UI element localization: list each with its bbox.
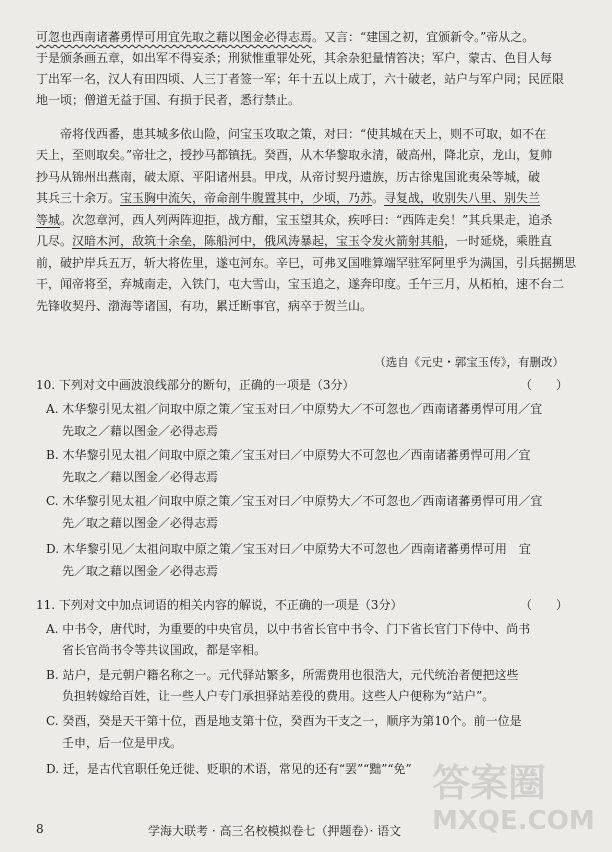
passage-line: 抄马从锦州出燕南，破太原、平阳诸州县。甲戌，从帝讨契丹遗族，历古徐鬼国讹夷朵等城，破 <box>36 170 541 184</box>
answer-paren[interactable]: （ ） <box>519 598 568 612</box>
option-c-cont: 壬申，后一位是甲戌。 <box>62 736 183 750</box>
question-stem: 11. 下列对文中加点词语的相关内容的解说，不正确的一项是（3分） （ ） <box>36 598 568 612</box>
passage-line: 地一顷；僧道无益于国、有损于民者，悉行禁止。 <box>36 93 301 107</box>
passage-line: 先锋收契丹、渤海等诸国，有功，累迁断事官，病卒于贺兰山。 <box>36 299 373 313</box>
underlined-sentence: 宝玉胸中流矢，帝命剖牛腹置其中，少顷，乃苏 <box>120 191 373 205</box>
option-d[interactable]: D. 木华黎引见／太祖问取中原之策／宝玉对曰／中原势大不可忽也／西南诸蕃勇悍可用 宜 <box>46 542 531 556</box>
option-a[interactable]: A. 中书令，唐代时，为重要的中央官员，以中书省长官中书令、门下省长官门下侍中、尚书 <box>46 622 531 636</box>
passage-line: 其兵三十余万。宝玉胸中流矢，帝命剖牛腹置其中，少顷，乃苏。寻复战，收别失八里、别失兰 <box>36 191 541 205</box>
passage-line: 前，破护岸兵五万，斩大将佐里，遂屯河东。辛巳，可弗叉国唯算端罕驻军阿里乎为满国，引兵据搠思 <box>36 256 577 270</box>
option-b[interactable]: B. 站户，是元朝户籍名称之一。元代驿站繁多，所需费用也很浩大，元代统治者便把这些 <box>46 668 519 682</box>
passage-line: 于是颁条画五章，如出军不得妄杀；刑狱惟重罪处死，其余杂犯量情笞决；军户，蒙古、色目人每 <box>36 51 553 65</box>
passage-line: 可忽也西南诸蕃勇悍可用宜先取之藉以图金必得志焉。又言：“建国之初，宜颁新令。”帝从之。 <box>36 30 535 44</box>
footer-title: 学海大联考 · 高三名校模拟卷七（押题卷）· 语文 <box>148 824 402 838</box>
option-c[interactable]: C. 癸酉，癸是天干第十位，酉是地支第十位，癸酉为干支之一，顺序为第10个。前一位是 <box>46 714 522 728</box>
option-a-cont: 省长官尚书令等共议国政，都是宰相。 <box>62 643 267 657</box>
option-c-cont: 先／取之藉以图金／必得志焉 <box>62 516 219 530</box>
option-b-cont: 负担转嫁给百姓，让一些人户专门承担驿站差役的费用。这些人户便称为“站户”。 <box>62 689 495 703</box>
footer <box>0 820 612 842</box>
watermark-logo: 答案圈 MXQE.COM <box>432 761 595 836</box>
option-c[interactable]: C. 木华黎引见太祖／问取中原之策／宝玉对曰／中原势大／不可忽也／西南诸蕃勇悍可用／宜 <box>46 494 543 508</box>
passage-line: 天上，至则取矣。”帝壮之，授抄马都镇抚。癸酉，从木华黎取永清，破高州，降北京，龙山，复帅 <box>36 148 553 162</box>
answer-paren[interactable]: （ ） <box>519 378 568 392</box>
option-d[interactable]: D. 迁，是古代官职任免迁徙、贬职的术语，常见的还有“罢”“黜”“免” <box>46 762 412 776</box>
underlined-sentence: 等城 <box>36 213 61 227</box>
question-10 <box>36 378 586 578</box>
underlined-sentence: 寻复战，收别失八里、别失兰 <box>384 191 541 205</box>
passage-line: 几尽。汉暗木河，敌筑十余垒，陈船河中，俄风涛暴起，宝玉令发火箭射其船，一时延烧，乘胜直 <box>36 234 553 248</box>
passage-line: 帝将伐西番，患其城多依山险，问宝玉攻取之策，对曰：“使其城在天上，则不可取，如不在 <box>60 127 547 141</box>
option-a[interactable]: A. 木华黎引见太祖／问取中原之策／宝玉对曰／中原势大／不可忽也／西南诸蕃勇悍可用／宜 <box>46 402 543 416</box>
passage-line: 丁出军一名，汉人有田四顷、人三丁者签一军；年十五以上成丁，六十破老，站户与军户同；民匠限 <box>36 72 565 86</box>
option-b[interactable]: B. 木华黎引见太祖／问取中原之策／宝玉对曰／中原势大不可忽也／西南诸蕃勇悍可用／宜 <box>46 448 531 462</box>
option-b-cont: 先取之／藉以图金／必得志焉 <box>62 470 219 484</box>
passage-line: 干，闻帝将至，弃城南走，入铁门，屯大雪山，宝玉追之，遂奔印度。壬午三月，从柘柏，速不台二 <box>36 277 565 291</box>
option-a-cont: 先取之／藉以图金／必得志焉 <box>62 424 219 438</box>
page-number: 8 <box>36 822 44 836</box>
question-stem: 10. 下列对文中画波浪线部分的断句，正确的一项是（3分） （ ） <box>36 378 568 392</box>
option-d-cont: 先／取之藉以图金／必得志焉 <box>62 564 219 578</box>
wavy-underlined-text: 可忽也西南诸蕃勇悍可用宜先取之藉以图金必得志焉 <box>36 30 313 44</box>
passage-line: 等城。次忽章河，西人列两阵迎拒，战方酣，宝玉望其众，疾呼曰：“西阵走矣！”其兵果走，追杀 <box>36 213 553 227</box>
underlined-sentence: 汉暗木河，敌筑十余垒，陈船河中，俄风涛暴起，宝玉令发火箭射其船 <box>72 234 445 248</box>
source-citation: （选自《元史・郭宝玉传》，有删改） <box>374 355 564 369</box>
